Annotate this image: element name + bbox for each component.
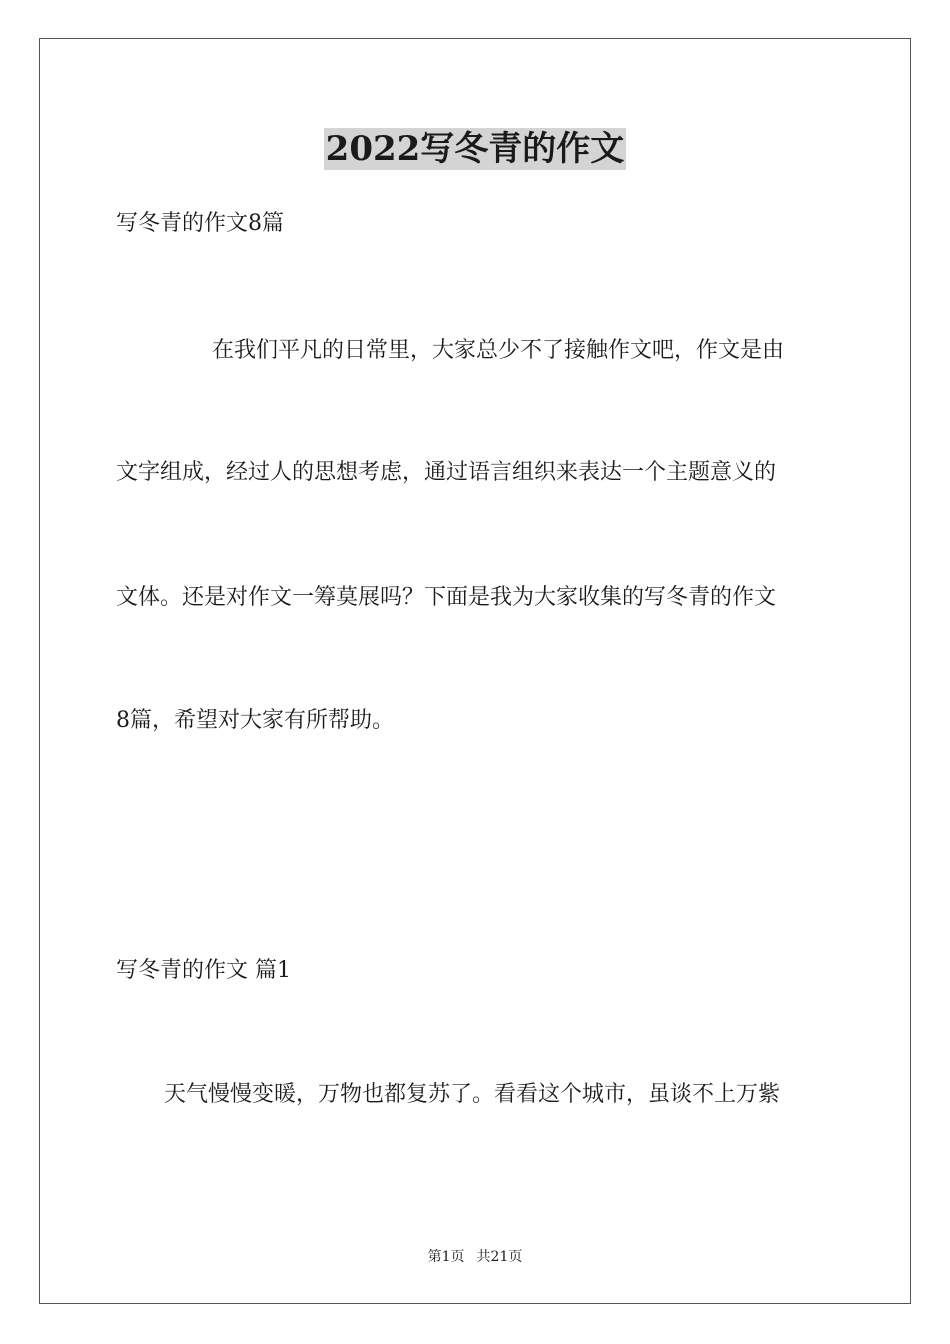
intro-line-1: 在我们平凡的日常里，大家总少不了接触作文吧，作文是由 — [212, 338, 785, 363]
section-heading: 写冬青的作文 篇1 — [116, 958, 291, 983]
intro-line-2: 文字组成，经过人的思想考虑，通过语言组织来表达一个主题意义的 — [116, 460, 777, 485]
page-footer — [0, 1247, 950, 1267]
intro-line-4: 8篇，希望对大家有所帮助。 — [116, 708, 394, 733]
document-subtitle: 写冬青的作文8篇 — [116, 211, 284, 236]
intro-line-3: 文体。还是对作文一筹莫展吗？下面是我为大家收集的写冬青的作文 — [116, 585, 777, 610]
page-number: 第1页 — [427, 1249, 465, 1265]
page-total: 共21页 — [476, 1249, 523, 1265]
document-title — [0, 128, 950, 170]
document-title-text: 2022写冬青的作文 — [325, 129, 625, 169]
section-line-1: 天气慢慢变暖，万物也都复苏了。看看这个城市，虽谈不上万紫 — [164, 1082, 781, 1107]
